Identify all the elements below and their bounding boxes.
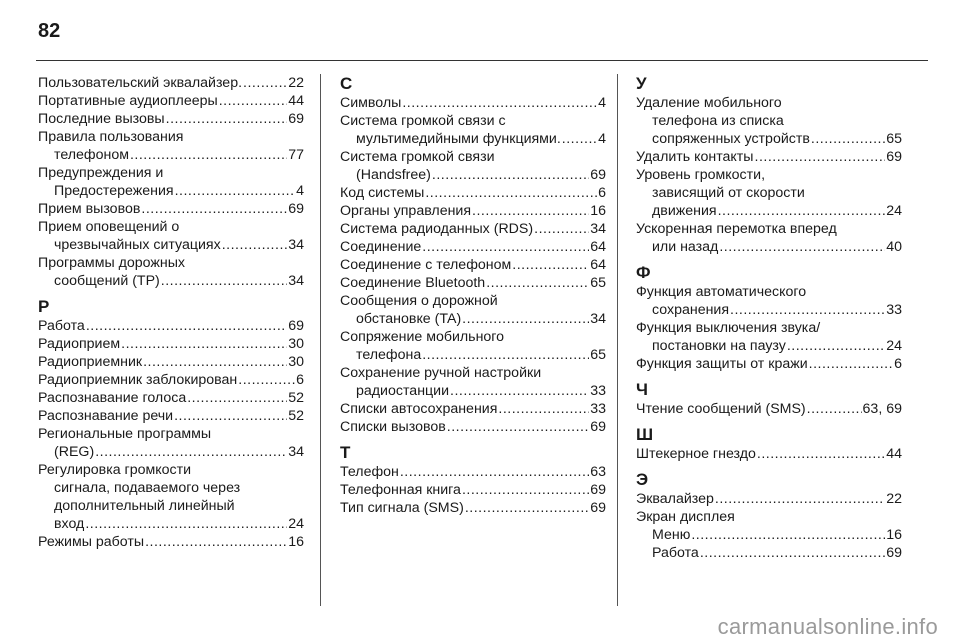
page-ref: 16	[590, 203, 606, 219]
entry-text: постановки на паузу	[652, 338, 786, 354]
leader-dots	[85, 515, 287, 533]
leader-dots	[498, 400, 589, 418]
leader-dots	[787, 337, 885, 355]
section-letter: Р	[38, 297, 50, 316]
index-entry	[636, 283, 902, 319]
section-letter: У	[636, 74, 647, 93]
entry-text: Предупреждения и	[38, 165, 164, 181]
column-divider	[320, 74, 321, 606]
entry-text: мультимедийными функциями.	[356, 131, 561, 147]
index-entry	[636, 400, 902, 418]
entry-text: или назад	[652, 239, 719, 255]
page-ref: 52	[288, 408, 304, 424]
entry-text: Сохранение ручной настройки	[340, 365, 542, 381]
entry-text: Тип сигнала (SMS)	[340, 500, 464, 516]
header-rule	[36, 60, 928, 61]
leader-dots	[757, 445, 885, 463]
leader-dots	[432, 166, 589, 184]
page-ref: 24	[886, 338, 902, 354]
index-entry	[340, 148, 606, 184]
entry-text: чрезвычайных ситуациях	[54, 237, 221, 253]
entry-text: сохранения	[652, 302, 730, 318]
page-ref: 44	[288, 93, 304, 109]
entry-text: Органы управления	[340, 203, 472, 219]
page-ref: 22	[288, 75, 304, 91]
entry-text: Программы дорожных	[38, 255, 185, 271]
page-ref: 69	[590, 482, 606, 498]
entry-text: Режимы работы	[38, 534, 145, 550]
entry-text: дополнительный линейный	[54, 498, 235, 514]
leader-dots	[141, 200, 287, 218]
leader-dots	[130, 146, 287, 164]
leader-dots	[755, 148, 886, 166]
page-ref: 69	[590, 500, 606, 516]
page-ref: 34	[590, 311, 606, 327]
index-entry	[340, 292, 606, 328]
index-entry	[340, 256, 606, 274]
leader-dots	[238, 371, 295, 389]
page-ref: 16	[886, 527, 902, 543]
leader-dots	[534, 220, 589, 238]
index-entry	[636, 220, 902, 256]
entry-text: телефоном	[54, 147, 129, 163]
entry-text: радиостанции	[356, 383, 450, 399]
leader-dots	[219, 92, 288, 110]
page-ref: 6	[894, 356, 902, 372]
leader-dots	[145, 533, 287, 551]
leader-dots	[465, 499, 589, 517]
page-ref: 44	[886, 446, 902, 462]
page-ref: 69	[288, 111, 304, 127]
page-ref: 4	[598, 131, 606, 147]
column-divider	[617, 74, 618, 606]
page-ref: 6	[296, 372, 304, 388]
entry-text: Списки автосохранения	[340, 401, 498, 417]
index-entry	[38, 218, 304, 254]
entry-text: Портативные аудиоплееры	[38, 93, 218, 109]
leader-dots	[809, 355, 893, 373]
leader-dots	[422, 238, 589, 256]
index-entry	[38, 164, 304, 200]
index-column-1	[38, 74, 304, 551]
index-entry	[636, 355, 902, 373]
entry-text: Функция защиты от кражи	[636, 356, 808, 372]
page-ref: 40	[886, 239, 902, 255]
entry-text: Сообщения о дорожной	[340, 293, 498, 309]
section-letter: Э	[636, 470, 649, 489]
leader-dots	[166, 110, 288, 128]
index-entry	[636, 544, 902, 562]
index-entry	[38, 335, 304, 353]
leader-dots	[222, 236, 288, 254]
index-entry	[38, 254, 304, 290]
page-ref: 24	[886, 203, 902, 219]
page-ref: 69	[288, 201, 304, 217]
leader-dots	[719, 238, 885, 256]
section-letter: С	[340, 74, 353, 93]
index-entry	[340, 238, 606, 256]
page-ref: 65	[590, 275, 606, 291]
entry-text: Сопряжение мобильного	[340, 329, 505, 345]
index-entry	[340, 400, 606, 418]
entry-text: Телефон	[340, 464, 399, 480]
leader-dots	[402, 94, 597, 112]
entry-text: Соединение с телефоном	[340, 257, 512, 273]
index-entry	[38, 353, 304, 371]
leader-dots	[243, 74, 287, 92]
entry-text: Уровень громкости,	[636, 167, 766, 183]
entry-text: Функция выключения звука/	[636, 320, 821, 336]
index-entry	[38, 74, 304, 92]
page-ref: 65	[886, 131, 902, 147]
index-entry	[636, 508, 902, 526]
entry-text: обстановке (TA)	[356, 311, 462, 327]
entry-text: Символы	[340, 95, 402, 111]
page-ref: 6	[598, 185, 606, 201]
page-ref: 63	[590, 464, 606, 480]
index-entry	[636, 319, 902, 355]
entry-text: (REG)	[54, 444, 95, 460]
page-ref: 34	[288, 273, 304, 289]
leader-dots	[143, 353, 287, 371]
page-ref: 69	[288, 318, 304, 334]
index-entry	[340, 328, 606, 364]
entry-text: Пользовательский эквалайзер.	[38, 75, 243, 91]
index-entry	[340, 94, 606, 112]
entry-text: Удалить контакты	[636, 149, 754, 165]
page-ref: 34	[590, 221, 606, 237]
index-entry	[38, 461, 304, 533]
entry-text: Радиоприемник	[38, 354, 143, 370]
leader-dots	[187, 389, 287, 407]
page-ref: 63, 69	[862, 401, 902, 417]
entry-text: Меню	[652, 527, 691, 543]
entry-text: Радиоприем	[38, 336, 121, 352]
index-entry	[636, 490, 902, 508]
page-ref: 77	[288, 147, 304, 163]
page-ref: 30	[288, 354, 304, 370]
page-ref: 33	[886, 302, 902, 318]
entry-text: движения	[652, 203, 717, 219]
index-entry	[38, 110, 304, 128]
page-ref: 22	[886, 491, 902, 507]
section-letter: Т	[340, 443, 351, 462]
entry-text: зависящий от скорости	[652, 185, 805, 201]
page-ref: 33	[590, 383, 606, 399]
page-ref: 34	[288, 444, 304, 460]
leader-dots	[700, 544, 885, 562]
leader-dots	[807, 400, 862, 418]
entry-text: телефона	[356, 347, 422, 363]
leader-dots	[718, 202, 886, 220]
index-entry	[38, 92, 304, 110]
leader-dots	[447, 418, 589, 436]
leader-dots	[161, 272, 287, 290]
entry-text: Соединение Bluetooth	[340, 275, 486, 291]
entry-text: сигнала, подаваемого через	[54, 480, 241, 496]
leader-dots	[472, 202, 589, 220]
entry-text: Списки вызовов	[340, 419, 446, 435]
page-ref: 52	[288, 390, 304, 406]
index-entry	[636, 445, 902, 463]
index-entry	[340, 418, 606, 436]
entry-text: Последние вызовы	[38, 111, 165, 127]
entry-text: Удаление мобильного	[636, 95, 782, 111]
entry-text: вход	[54, 516, 85, 532]
entry-text: Экран дисплея	[636, 509, 735, 525]
entry-text: Телефонная книга	[340, 482, 461, 498]
page-ref: 69	[590, 167, 606, 183]
index-entry	[38, 200, 304, 218]
index-entry	[340, 364, 606, 400]
entry-text: Прием оповещений о	[38, 219, 180, 235]
index-entry	[38, 425, 304, 461]
page-number: 82	[38, 20, 61, 42]
entry-text: Соединение	[340, 239, 422, 255]
entry-text: Система громкой связи с	[340, 113, 506, 129]
index-entry	[38, 389, 304, 407]
index-entry	[636, 148, 902, 166]
entry-text: Работа	[38, 318, 85, 334]
entry-text: Ускоренная перемотка вперед	[636, 221, 837, 237]
index-entry	[340, 499, 606, 517]
leader-dots	[425, 184, 597, 202]
leader-dots	[400, 463, 589, 481]
entry-text: Прием вызовов	[38, 201, 141, 217]
entry-text: Система громкой связи	[340, 149, 495, 165]
page-ref: 64	[590, 239, 606, 255]
entry-text: (Handsfree)	[356, 167, 431, 183]
entry-text: Предостережения	[54, 183, 174, 199]
page-ref: 16	[288, 534, 304, 550]
entry-text: Эквалайзер	[636, 491, 714, 507]
entry-text: Регулировка громкости	[38, 462, 192, 478]
page-ref: 34	[288, 237, 304, 253]
page-ref: 33	[590, 401, 606, 417]
leader-dots	[562, 130, 597, 148]
index-entry	[340, 481, 606, 499]
entry-text: Чтение сообщений (SMS)	[636, 401, 806, 417]
index-column-3	[636, 74, 902, 562]
index-entry	[340, 112, 606, 148]
page-ref: 4	[598, 95, 606, 111]
leader-dots	[691, 526, 885, 544]
page-ref: 69	[886, 545, 902, 561]
leader-dots	[462, 481, 589, 499]
entry-text: Код системы	[340, 185, 425, 201]
index-entry	[340, 220, 606, 238]
leader-dots	[450, 382, 589, 400]
leader-dots	[715, 490, 885, 508]
entry-text: Функция автоматического	[636, 284, 807, 300]
index-entry	[340, 202, 606, 220]
section-letter: Ч	[636, 380, 648, 399]
entry-text: Система радиоданных (RDS)	[340, 221, 534, 237]
page-ref: 30	[288, 336, 304, 352]
index-entry	[340, 463, 606, 481]
entry-text: Работа	[652, 545, 699, 561]
leader-dots	[811, 130, 885, 148]
footer-watermark: carmanualsonline.info	[717, 614, 938, 639]
leader-dots	[174, 407, 287, 425]
index-entry	[340, 274, 606, 292]
leader-dots	[462, 310, 589, 328]
leader-dots	[730, 301, 885, 319]
index-column-2	[340, 74, 606, 517]
leader-dots	[95, 443, 287, 461]
entry-text: сообщений (TP)	[54, 273, 160, 289]
entry-text: телефона из списка	[652, 113, 784, 129]
entry-text: сопряженных устройств	[652, 131, 810, 147]
index-entry	[38, 128, 304, 164]
entry-text: Правила пользования	[38, 129, 184, 145]
page-ref: 24	[288, 516, 304, 532]
leader-dots	[175, 182, 296, 200]
page-ref: 69	[886, 149, 902, 165]
leader-dots	[121, 335, 287, 353]
index-entry	[636, 166, 902, 220]
index-entry	[38, 371, 304, 389]
page-ref: 69	[590, 419, 606, 435]
entry-text: Распознавание голоса	[38, 390, 187, 406]
entry-text: Радиоприемник заблокирован	[38, 372, 238, 388]
index-entry	[340, 184, 606, 202]
leader-dots	[86, 317, 287, 335]
page-ref: 64	[590, 257, 606, 273]
index-entry	[38, 317, 304, 335]
section-letter: Ш	[636, 425, 654, 444]
entry-text: Штекерное гнездо	[636, 446, 756, 462]
leader-dots	[512, 256, 589, 274]
section-letter: Ф	[636, 263, 651, 282]
index-entry	[636, 94, 902, 148]
leader-dots	[422, 346, 589, 364]
page-ref: 65	[590, 347, 606, 363]
index-entry	[38, 533, 304, 551]
entry-text: Распознавание речи	[38, 408, 174, 424]
index-entry	[38, 407, 304, 425]
index-entry	[636, 526, 902, 544]
page-ref: 4	[296, 183, 304, 199]
leader-dots	[486, 274, 589, 292]
entry-text: Региональные программы	[38, 426, 212, 442]
